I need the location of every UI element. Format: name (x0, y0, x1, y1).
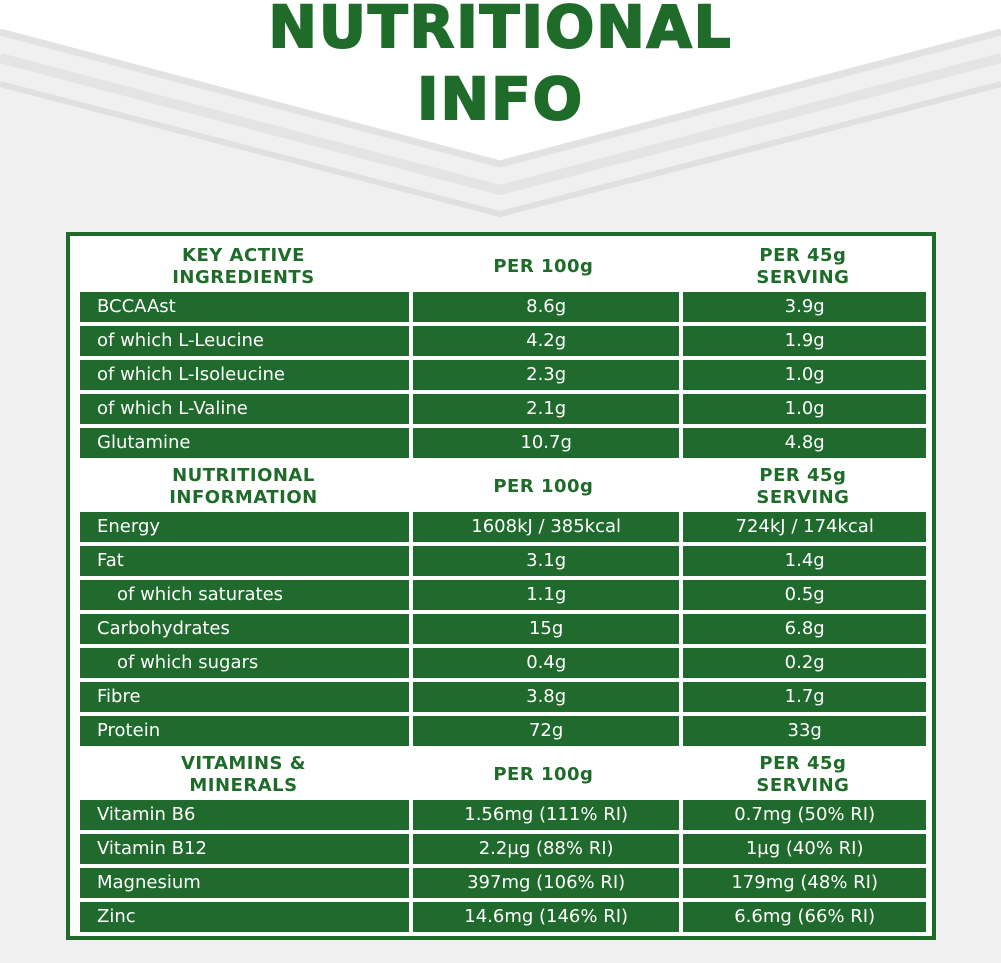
row-label: of which L-Leucine (80, 326, 409, 356)
section-header-nutritional-information (80, 462, 926, 512)
table-row (80, 800, 926, 830)
row-label: Zinc (80, 902, 409, 932)
row-label: Vitamin B6 (80, 800, 409, 830)
table-row (80, 546, 926, 576)
per-serving-value: 1.9g (683, 326, 926, 356)
per-100g-value: 8.6g (413, 292, 679, 322)
page-title-line-2: INFO (416, 65, 585, 133)
column-header-per-serving: PER 45g SERVING (756, 245, 850, 288)
row-label: Magnesium (80, 868, 409, 898)
per-100g-value: 1.1g (413, 580, 679, 610)
per-serving-value: 0.2g (683, 648, 926, 678)
table-row (80, 326, 926, 356)
row-label: of which L-Isoleucine (80, 360, 409, 390)
section-header-key-active (80, 242, 926, 292)
per-serving-value: 3.9g (683, 292, 926, 322)
table-row (80, 648, 926, 678)
column-header-per-100g: PER 100g (493, 476, 594, 497)
per-100g-value: 2.2µg (88% RI) (413, 834, 679, 864)
per-100g-value: 72g (413, 716, 679, 746)
column-header-per-100g: PER 100g (493, 764, 594, 785)
row-label: of which saturates (80, 580, 409, 610)
per-100g-value: 10.7g (413, 428, 679, 458)
section-header-vitamins-minerals (80, 750, 926, 800)
per-100g-value: 0.4g (413, 648, 679, 678)
per-serving-value: 1.4g (683, 546, 926, 576)
row-label: Vitamin B12 (80, 834, 409, 864)
row-label: Glutamine (80, 428, 409, 458)
table-row (80, 292, 926, 322)
per-100g-value: 1.56mg (111% RI) (413, 800, 679, 830)
per-100g-value: 4.2g (413, 326, 679, 356)
table-row (80, 682, 926, 712)
row-label: of which sugars (80, 648, 409, 678)
row-label: Fat (80, 546, 409, 576)
section-title: KEY ACTIVE INGREDIENTS (172, 245, 315, 288)
table-row (80, 512, 926, 542)
row-label: BCCAAst (80, 292, 409, 322)
per-serving-value: 6.8g (683, 614, 926, 644)
per-100g-value: 397mg (106% RI) (413, 868, 679, 898)
nutrition-grid (80, 242, 926, 936)
per-100g-value: 3.1g (413, 546, 679, 576)
table-row (80, 902, 926, 932)
row-label: Protein (80, 716, 409, 746)
per-100g-value: 14.6mg (146% RI) (413, 902, 679, 932)
per-serving-value: 0.5g (683, 580, 926, 610)
table-row (80, 428, 926, 458)
per-serving-value: 4.8g (683, 428, 926, 458)
per-serving-value: 0.7mg (50% RI) (683, 800, 926, 830)
per-100g-value: 2.1g (413, 394, 679, 424)
table-row (80, 614, 926, 644)
per-serving-value: 1µg (40% RI) (683, 834, 926, 864)
per-100g-value: 2.3g (413, 360, 679, 390)
per-serving-value: 724kJ / 174kcal (683, 512, 926, 542)
column-header-per-serving: PER 45g SERVING (756, 465, 850, 508)
row-label: Fibre (80, 682, 409, 712)
column-header-per-serving: PER 45g SERVING (756, 753, 850, 796)
per-serving-value: 179mg (48% RI) (683, 868, 926, 898)
row-label: of which L-Valine (80, 394, 409, 424)
per-serving-value: 1.0g (683, 360, 926, 390)
per-serving-value: 6.6mg (66% RI) (683, 902, 926, 932)
per-serving-value: 1.0g (683, 394, 926, 424)
table-row (80, 868, 926, 898)
section-title: VITAMINS & MINERALS (180, 753, 306, 796)
per-100g-value: 3.8g (413, 682, 679, 712)
per-100g-value: 15g (413, 614, 679, 644)
column-header-per-100g: PER 100g (493, 256, 594, 277)
table-row (80, 360, 926, 390)
per-serving-value: 33g (683, 716, 926, 746)
per-serving-value: 1.7g (683, 682, 926, 712)
per-100g-value: 1608kJ / 385kcal (413, 512, 679, 542)
row-label: Energy (80, 512, 409, 542)
row-label: Carbohydrates (80, 614, 409, 644)
table-row (80, 580, 926, 610)
section-title: NUTRITIONAL INFORMATION (169, 465, 318, 508)
table-row (80, 834, 926, 864)
table-row (80, 394, 926, 424)
table-row (80, 716, 926, 746)
nutrition-table (66, 232, 936, 940)
page-title-line-1: NUTRITIONAL (268, 0, 733, 61)
